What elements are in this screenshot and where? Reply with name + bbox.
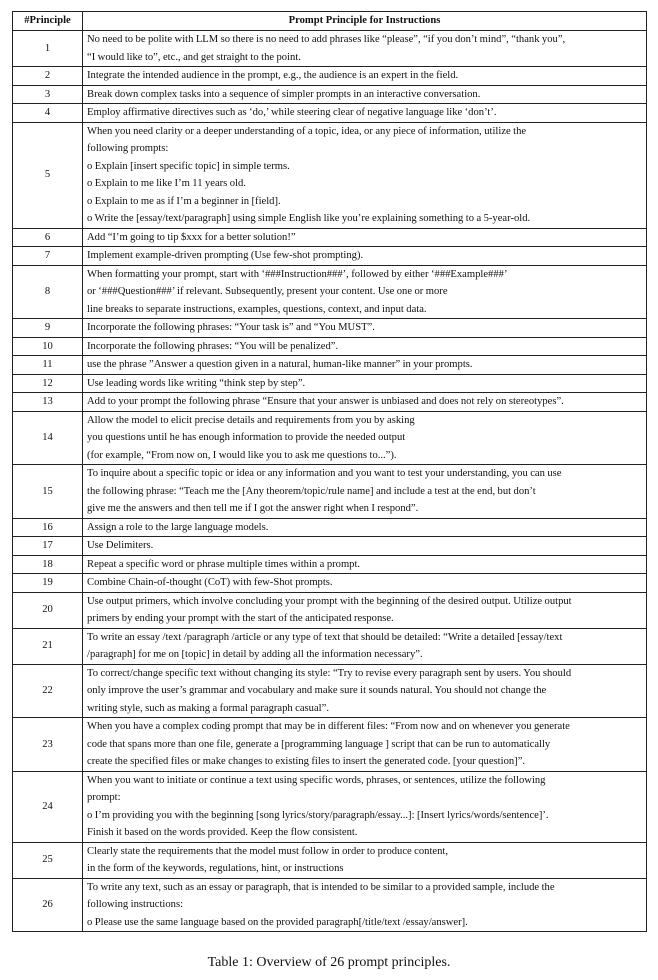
principle-text [83,628,647,664]
principle-text [83,356,647,375]
table-row [13,393,647,412]
principle-text-line: o I’m providing you with the beginning [song lyrics/story/paragraph/essay...]: [Insert lyrics/words/sentence]’. [87,809,549,821]
principle-text-line: When you have a complex coding prompt that may be in different files: “From now and on whenever you generate [87,721,570,732]
principle-text [83,247,647,266]
table-row [13,85,647,104]
principle-number: 2 [13,67,83,86]
principle-text-line: No need to be polite with LLM so there is no need to add phrases like “please”, “if you don’t mind”, “thank you”, [87,34,566,45]
principle-text-line: Use output primers, which involve concluding your prompt with the beginning of the desired output. Utilize output [87,595,572,607]
principle-number: 7 [13,247,83,266]
principle-text [83,518,647,537]
principle-number: 4 [13,104,83,123]
principle-text-line: you questions until he has enough information to provide the needed output [87,432,406,443]
principle-number: 23 [13,718,83,772]
principle-text-line: line breaks to separate instructions, examples, questions, context, and input data. [87,303,427,315]
table-row [13,771,647,842]
principle-number: 17 [13,537,83,556]
principle-text [83,85,647,104]
table-row [13,122,647,228]
principle-text [83,842,647,878]
principle-text-line: Implement example-driven prompting (Use few-shot prompting). [87,250,364,261]
principle-text-line: When you need clarity or a deeper understanding of a topic, idea, or any piece of information, utilize the [87,125,527,137]
principle-text [83,393,647,412]
table-row [13,518,647,537]
principle-text [83,228,647,247]
principle-number: 5 [13,122,83,228]
header-row [13,12,647,31]
principle-text-line: When you want to initiate or continue a text using specific words, phrases, or sentences, utilize the following [87,774,546,786]
principle-text-line: To write any text, such as an essay or paragraph, that is intended to be similar to a provided sample, include the [87,881,555,893]
principle-text-line: Add “I’m going to tip $xxx for a better solution!” [87,231,296,243]
principle-text-line: give me the answers and then tell me if I got the answer right when I respond”. [87,503,419,514]
principle-text-line: Employ affirmative directives such as ‘do,’ while steering clear of negative language like ‘don’t’. [87,107,497,118]
table-caption: Table 1: Overview of 26 prompt principles. [207,955,451,970]
table-row [13,337,647,356]
principle-number: 12 [13,374,83,393]
principle-text [83,664,647,718]
table-row [13,265,647,319]
principle-text-line: To inquire about a specific topic or idea or any information and you want to test your understanding, you can use [87,468,562,479]
table-row [13,664,647,718]
principle-text-line: Clearly state the requirements that the model must follow in order to produce content, [87,845,449,857]
principle-number: 21 [13,628,83,664]
principle-number: 10 [13,337,83,356]
principle-number: 8 [13,265,83,319]
principle-number: 19 [13,574,83,593]
principle-text [83,31,647,67]
principle-text [83,374,647,393]
principle-text-line: code that spans more than one file, generate a [programming language ] script that can be run to automatically [87,738,551,750]
principle-text-line: Allow the model to elicit precise details and requirements from you by asking [87,414,415,426]
principle-text [83,337,647,356]
principle-text [83,718,647,772]
principle-number: 20 [13,592,83,628]
principle-text-line: When formatting your prompt, start with ‘###Instruction###’, followed by either ‘###Example###’ [87,268,508,280]
table-row [13,592,647,628]
table-row [13,555,647,574]
principle-text-line: (for example, “From now on, I would like you to ask me questions to...”). [87,449,397,461]
principle-number: 6 [13,228,83,247]
principle-text [83,104,647,123]
table-row [13,465,647,519]
table-row [13,842,647,878]
table-row [13,537,647,556]
principle-number: 22 [13,664,83,718]
principle-text-line: create the specified files or make changes to existing files to insert the generated code. [your question]”. [87,756,526,767]
principle-text-line: Use leading words like writing “think step by step”. [87,377,306,389]
principle-number: 13 [13,393,83,412]
principle-number: 15 [13,465,83,519]
table-row [13,628,647,664]
table-row [13,319,647,338]
table-row [13,878,647,932]
principle-text-line: Add to your prompt the following phrase “Ensure that your answer is unbiased and does not rely on stereotypes”. [87,396,564,407]
principles-table [12,11,647,932]
principle-number: 9 [13,319,83,338]
header-principle-text: Prompt Principle for Instructions [83,12,647,31]
principle-text [83,555,647,574]
principle-text-line: To correct/change specific text without changing its style: “Try to revise every paragraph sent by users. You should [87,667,572,679]
principle-text-line: Integrate the intended audience in the prompt, e.g., the audience is an expert in the field. [87,70,459,81]
principle-text-line: primers by ending your prompt with the start of the anticipated response. [87,613,394,624]
principle-number: 26 [13,878,83,932]
principle-text-line: Break down complex tasks into a sequence of simpler prompts in an interactive conversation. [87,88,481,100]
principle-text-line: o Explain [insert specific topic] in simple terms. [87,160,290,172]
principle-number: 16 [13,518,83,537]
principle-number: 3 [13,85,83,104]
principle-text-line: /paragraph] for me on [topic] in detail by adding all the information necessary”. [87,649,423,660]
principle-text-line: o Explain to me like I’m 11 years old. [87,178,246,189]
principle-text-line: in the form of the keywords, regulations, hint, or instructions [87,863,344,874]
principle-text [83,465,647,519]
principle-text-line: Combine Chain-of-thought (CoT) with few-Shot prompts. [87,577,333,588]
principle-text [83,537,647,556]
principle-number: 18 [13,555,83,574]
principle-text-line: To write an essay /text /paragraph /article or any type of text that should be detailed: “Write a detailed [essay/text [87,631,563,643]
principle-text-line: only improve the user’s grammar and vocabulary and make sure it sounds natural. You should not change the [87,685,547,696]
table-row [13,574,647,593]
principle-text-line: use the phrase ”Answer a question given in a natural, human-like manner” in your prompts. [87,359,473,370]
principle-number: 11 [13,356,83,375]
principle-number: 1 [13,31,83,67]
principle-text-line: Finish it based on the words provided. Keep the flow consistent. [87,827,358,838]
principle-text-line: “I would like to”, etc., and get straight to the point. [87,51,301,63]
table-row [13,374,647,393]
principle-text-line: o Write the [essay/text/paragraph] using simple English like you’re explaining something to a 5-year-old. [87,213,531,224]
table-row [13,411,647,465]
table-row [13,104,647,123]
principle-text-line: writing style, such as making a formal paragraph casual”. [87,702,329,714]
table-row [13,67,647,86]
principle-text-line: the following phrase: “Teach me the [Any theorem/topic/rule name] and include a test at the end, but don’t [87,485,536,497]
principle-text [83,265,647,319]
header-principle-number: #Principle [13,12,83,31]
principle-text-line: Incorporate the following phrases: “You will be penalized”. [87,340,339,352]
principle-text-line: following prompts: [87,143,169,154]
table-row [13,718,647,772]
principle-number: 24 [13,771,83,842]
principle-text-line: following instructions: [87,899,184,910]
table-row [13,356,647,375]
table-row [13,31,647,67]
principle-text-line: Assign a role to the large language models. [87,521,269,533]
principle-text-line: Repeat a specific word or phrase multiple times within a prompt. [87,558,361,570]
principle-text-line: o Explain to me as if I’m a beginner in [field]. [87,195,281,207]
principle-text-line: prompt: [87,792,121,803]
table-row [13,228,647,247]
principle-text [83,878,647,932]
principle-text [83,411,647,465]
principle-text [83,319,647,338]
principle-text-line: o Please use the same language based on the provided paragraph[/title/text /essay/answer]. [87,916,468,928]
principle-text-line: or ‘###Question###’ if relevant. Subsequently, present your content. Use one or more [87,286,448,297]
principle-text [83,771,647,842]
principle-text [83,67,647,86]
principle-text [83,592,647,628]
principle-number: 14 [13,411,83,465]
principle-number: 25 [13,842,83,878]
table-header [13,12,647,31]
principle-text [83,574,647,593]
principle-text [83,122,647,228]
table-row [13,247,647,266]
principle-text-line: Incorporate the following phrases: “Your task is” and “You MUST”. [87,322,375,333]
principle-text-line: Use Delimiters. [87,540,154,551]
table-body [13,31,647,932]
